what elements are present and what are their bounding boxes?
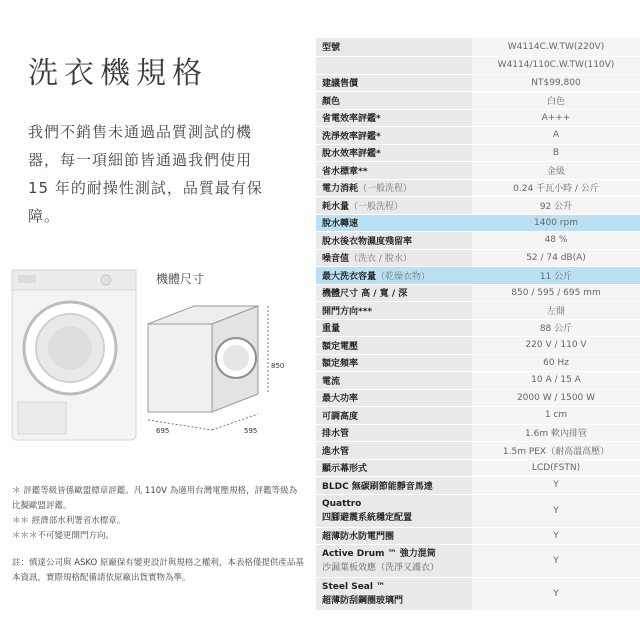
- spec-label-sub: （洗衣 / 脫水）: [349, 254, 412, 265]
- spec-row: [316, 92, 640, 110]
- feature-title: Steel Seal ™: [322, 582, 386, 592]
- spec-label-text: BLDC 無碳刷節能靜音馬達: [322, 481, 433, 492]
- spec-label-text: 進水管: [322, 446, 350, 457]
- spec-value: A+++: [472, 109, 640, 127]
- feature-value: Y: [472, 494, 640, 527]
- spec-row: [316, 284, 640, 302]
- spec-value: 1 cm: [472, 407, 640, 425]
- spec-label: [316, 319, 472, 337]
- spec-label-sub: （一般洗程）: [358, 184, 413, 195]
- feature-title: Quattro: [322, 498, 362, 509]
- spec-row: [316, 109, 640, 127]
- spec-label-text: 額定頻率: [322, 359, 359, 370]
- spec-label: [316, 127, 472, 145]
- spec-label-text: 顏色: [322, 96, 341, 107]
- dimension-width: 595: [244, 427, 258, 435]
- spec-row: [316, 459, 640, 477]
- spec-value: 48 %: [472, 232, 640, 250]
- spec-value: 1400 rpm: [472, 214, 640, 232]
- spec-row: [316, 197, 640, 215]
- spec-label-text: 脫水轉速: [322, 219, 359, 230]
- spec-row: [316, 74, 640, 92]
- spec-row: [316, 389, 640, 407]
- spec-label-text: 建議售價: [322, 79, 359, 90]
- spec-label: [316, 442, 472, 460]
- spec-row-model: [316, 38, 640, 56]
- spec-label-text: 電流: [322, 376, 341, 387]
- feature-title: Active Drum ™ 強力混筒: [322, 549, 436, 559]
- disclaimer: 註：慎達公司與 ASKO 原廠保有變更設計與規格之權利，本表格僅提供產品基本資訊，實際規格配備請依原廠出貨實物為準。: [12, 558, 304, 583]
- intro-text: 我們不銷售未通過品質測試的機器，每一項細節皆通過我們使用 15 年的耐操性測試，品質最有保障。: [28, 123, 263, 225]
- feature-row: [316, 578, 640, 611]
- spec-row: [316, 319, 640, 337]
- footnote-door: ＊＊＊不可變更開門方向。: [12, 531, 115, 541]
- feature-subtitle: 超薄防刮鋼圈玻璃門: [322, 596, 404, 606]
- spec-row: [316, 442, 640, 460]
- feature-subtitle: 沙漏葉板效應（洗淨又護衣）: [322, 563, 440, 573]
- spec-label: [316, 74, 472, 92]
- spec-label-text: 顯示幕形式: [322, 464, 368, 475]
- spec-value: A: [472, 127, 640, 145]
- spec-value: 88 公斤: [472, 319, 640, 337]
- spec-label-text: 耗水量: [322, 201, 350, 212]
- spec-label: [316, 92, 472, 110]
- feature-title: 超薄防水防電門圈: [322, 532, 395, 543]
- feature-value: Y: [472, 578, 640, 611]
- spec-label: [316, 214, 472, 232]
- spec-label: [316, 407, 472, 425]
- spec-row: [316, 162, 640, 180]
- spec-row: [316, 477, 640, 495]
- spec-value: W4114C.W.TW(220V): [472, 38, 640, 56]
- dimension-depth: 695: [156, 427, 170, 435]
- spec-label: [316, 284, 472, 302]
- spec-label: [316, 459, 472, 477]
- spec-row: [316, 267, 640, 285]
- spec-label-text: 排水管: [322, 429, 350, 440]
- spec-value: 左開: [472, 302, 640, 320]
- spec-value: 850 / 595 / 695 mm: [472, 284, 640, 302]
- spec-value: NT$99,800: [472, 74, 640, 92]
- spec-value: 52 / 74 dB(A): [472, 249, 640, 267]
- feature-label: [316, 545, 472, 578]
- spec-row: [316, 424, 640, 442]
- spec-label-text: 脫水後衣物濕度殘留率: [322, 236, 413, 247]
- spec-row: [316, 302, 640, 320]
- spec-label-text: 機體尺寸 高 / 寬 / 深: [322, 289, 408, 300]
- feature-label: [316, 578, 472, 611]
- spec-label-text: 洗淨效率評鑑*: [322, 131, 381, 142]
- spec-row: [316, 249, 640, 267]
- page-title: 洗衣機規格: [28, 56, 208, 91]
- spec-row: [316, 354, 640, 372]
- spec-row-model-110v: [316, 56, 640, 74]
- spec-label: [316, 424, 472, 442]
- spec-table: [316, 38, 640, 611]
- spec-row: [316, 372, 640, 390]
- spec-label: 型號: [316, 38, 472, 56]
- spec-label-sub: （一般洗程）: [349, 201, 404, 212]
- spec-row: [316, 127, 640, 145]
- feature-value: Y: [472, 527, 640, 545]
- spec-row: [316, 407, 640, 425]
- spec-label-text: 重量: [322, 324, 341, 335]
- spec-row: [316, 179, 640, 197]
- spec-value: B: [472, 144, 640, 162]
- spec-label: [316, 232, 472, 250]
- spec-row: [316, 232, 640, 250]
- spec-label: [316, 109, 472, 127]
- spec-label-text: 噪音值: [322, 254, 350, 265]
- feature-row: [316, 527, 640, 545]
- spec-value: 0.24 千瓦小時 / 公斤: [472, 179, 640, 197]
- spec-label: [316, 477, 472, 495]
- spec-label: [316, 372, 472, 390]
- spec-label-text: 脫水效率評鑑*: [322, 149, 381, 160]
- spec-label: [316, 179, 472, 197]
- spec-label-text: 電力消耗: [322, 184, 359, 195]
- spec-label-text: 省電效率評鑑*: [322, 114, 381, 125]
- footnote-water: ＊＊ 經濟部水利署省水標章。: [12, 516, 126, 526]
- spec-value: 10 A / 15 A: [472, 372, 640, 390]
- footnotes: [12, 484, 302, 544]
- spec-value: 1.5m PEX（耐高溫高壓）: [472, 442, 640, 460]
- spec-label: [316, 162, 472, 180]
- spec-label-text: 省水標章**: [322, 166, 368, 177]
- spec-value: 11 公斤: [472, 267, 640, 285]
- dimension-diagram: [140, 290, 300, 440]
- spec-label-empty: [316, 56, 472, 74]
- spec-label: [316, 354, 472, 372]
- feature-subtitle: 四腳避震系統穩定配置: [322, 512, 413, 523]
- feature-row: [316, 494, 640, 527]
- washing-machine-photo: [10, 268, 138, 442]
- spec-label-text: 額定電壓: [322, 341, 359, 352]
- spec-value: 60 Hz: [472, 354, 640, 372]
- spec-label: [316, 267, 472, 285]
- spec-value: 1.6m 軟內排管: [472, 424, 640, 442]
- spec-label: [316, 144, 472, 162]
- spec-value: 金級: [472, 162, 640, 180]
- spec-value: 2000 W / 1500 W: [472, 389, 640, 407]
- spec-label-text: 最大洗衣容量: [322, 271, 377, 282]
- dimension-label: 機體尺寸: [156, 272, 205, 286]
- spec-label: [316, 197, 472, 215]
- spec-value: W4114/110C.W.TW(110V): [472, 56, 640, 74]
- spec-value: Y: [472, 477, 640, 495]
- feature-value: Y: [472, 545, 640, 578]
- spec-label-text: 開門方向***: [322, 306, 373, 317]
- spec-label-text: 可調高度: [322, 411, 359, 422]
- spec-label: [316, 302, 472, 320]
- spec-label-text: 最大功率: [322, 394, 359, 405]
- spec-row: [316, 144, 640, 162]
- feature-label: [316, 527, 472, 545]
- feature-label: [316, 494, 472, 527]
- spec-label: [316, 337, 472, 355]
- spec-row: [316, 337, 640, 355]
- spec-value: LCD(FSTN): [472, 459, 640, 477]
- spec-label: [316, 389, 472, 407]
- spec-label-sub: （乾燥衣物）: [376, 271, 431, 282]
- feature-row: [316, 545, 640, 578]
- spec-row: [316, 214, 640, 232]
- footnote-energy: ＊ 評鑑等級皆係歐盟標章評鑑。凡 110V 為適用台灣電壓規格，評鑑等級為比擬歐盟評鑑。: [12, 486, 298, 511]
- spec-label: [316, 249, 472, 267]
- dimension-height: 850: [271, 362, 285, 370]
- spec-value: 白色: [472, 92, 640, 110]
- spec-value: 220 V / 110 V: [472, 337, 640, 355]
- spec-value: 92 公升: [472, 197, 640, 215]
